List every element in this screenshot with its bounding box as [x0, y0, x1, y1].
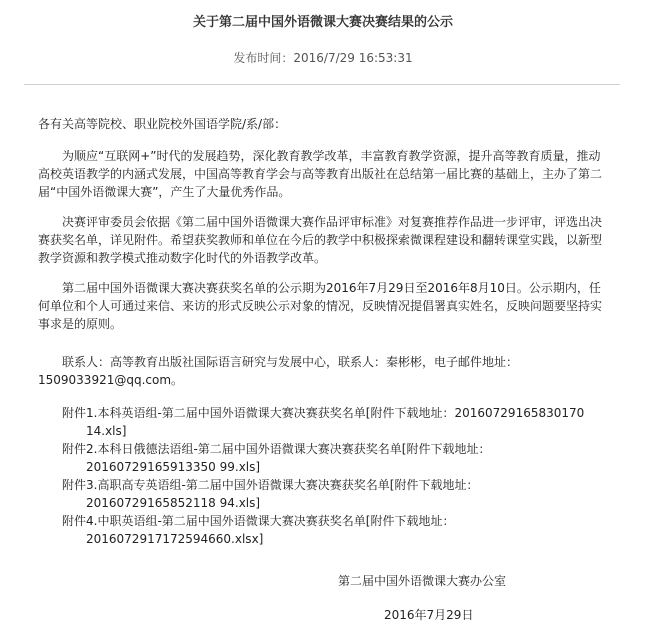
attachment-link-prefix: [附件下载地址： — [365, 406, 455, 420]
attachment-link-prefix: [附件下载地址： — [365, 514, 455, 528]
attachment-link-suffix: ] — [255, 460, 261, 474]
attachment-link-suffix: ] — [121, 424, 127, 438]
page-title: 关于第二届中国外语微课大赛决赛结果的公示 — [192, 15, 453, 30]
attachment-link-suffix: ] — [255, 496, 261, 510]
attachment-link-suffix: ] — [258, 532, 264, 546]
attachment-link-prefix: [附件下载地址： — [389, 478, 479, 492]
attachment-file-link[interactable]: 20160729165913350 99.xls — [86, 460, 256, 474]
greeting-text: 各有关高等院校、职业院校外国语学院/系/部： — [38, 117, 287, 131]
paragraph-review: 决赛评审委员会依据《第二届中国外语微课大赛作品评审标准》对复赛推荐作品进一步评审，评选出决赛获奖名单，详见附件。希望获奖教师和单位在今后的教学中积极探索微课程建设和翻转课堂实践，以新型教学资源和教学模式推动数字化时代的外语教学改革。 — [38, 215, 603, 265]
contact-email[interactable]: 1509033921@qq.com — [38, 373, 172, 387]
attachment-file-link[interactable]: 2016072917172594660.xlsx — [86, 532, 259, 546]
attachment-item — [62, 404, 608, 440]
publish-meta — [0, 49, 646, 66]
attachment-file-link[interactable]: 20160729165830170 14.xls — [86, 406, 585, 438]
attachment-list — [38, 404, 608, 548]
contact-text: 联系人：高等教育出版社国际语言研究与发展中心，联系人：秦彬彬，电子邮件地址： — [62, 355, 519, 369]
attachment-item — [62, 440, 608, 476]
publish-time-value: 2016/7/29 16:53:31 — [293, 51, 413, 65]
issuer-signature: 第二届中国外语微课大赛办公室 — [338, 574, 507, 588]
paragraph-background: 为顺应“互联网+”时代的发展趋势，深化教育教学改革，丰富教育教学资源，提升高等教育质量，推动高校英语教学的内涵式发展，中国高等教育学会与高等教育出版社在总结第一届比赛的基础上，主办了第二届“中国外语微课大赛”，产生了大量优秀作品。 — [38, 149, 603, 199]
attachment-item — [62, 512, 608, 548]
contact-paragraph — [38, 353, 608, 389]
issue-date: 2016年7月29日 — [384, 608, 474, 622]
attachment-label: 附件4.中职英语组-第二届中国外语微课大赛决赛获奖名单 — [62, 514, 366, 528]
attachment-label: 附件2.本科日俄德法语组-第二届中国外语微课大赛决赛获奖名单 — [62, 442, 402, 456]
paragraph-publicity-period: 第二届中国外语微课大赛决赛获奖名单的公示期为2016年7月29日至2016年8月10日。公示期内，任何单位和个人可通过来信、来访的形式反映公示对象的情况，反映情况提倡署真实姓名，反映问题要坚持实事求是的原则。 — [38, 281, 603, 331]
contact-suffix: 。 — [171, 373, 184, 387]
header-divider — [24, 84, 620, 85]
attachment-file-link[interactable]: 20160729165852118 94.xls — [86, 496, 256, 510]
attachment-label: 附件3.高职高专英语组-第二届中国外语微课大赛决赛获奖名单 — [62, 478, 390, 492]
attachment-link-prefix: [附件下载地址： — [401, 442, 491, 456]
attachment-label: 附件1.本科英语组-第二届中国外语微课大赛决赛获奖名单 — [62, 406, 366, 420]
publish-time-label: 发布时间： — [233, 51, 294, 65]
attachment-item — [62, 476, 608, 512]
